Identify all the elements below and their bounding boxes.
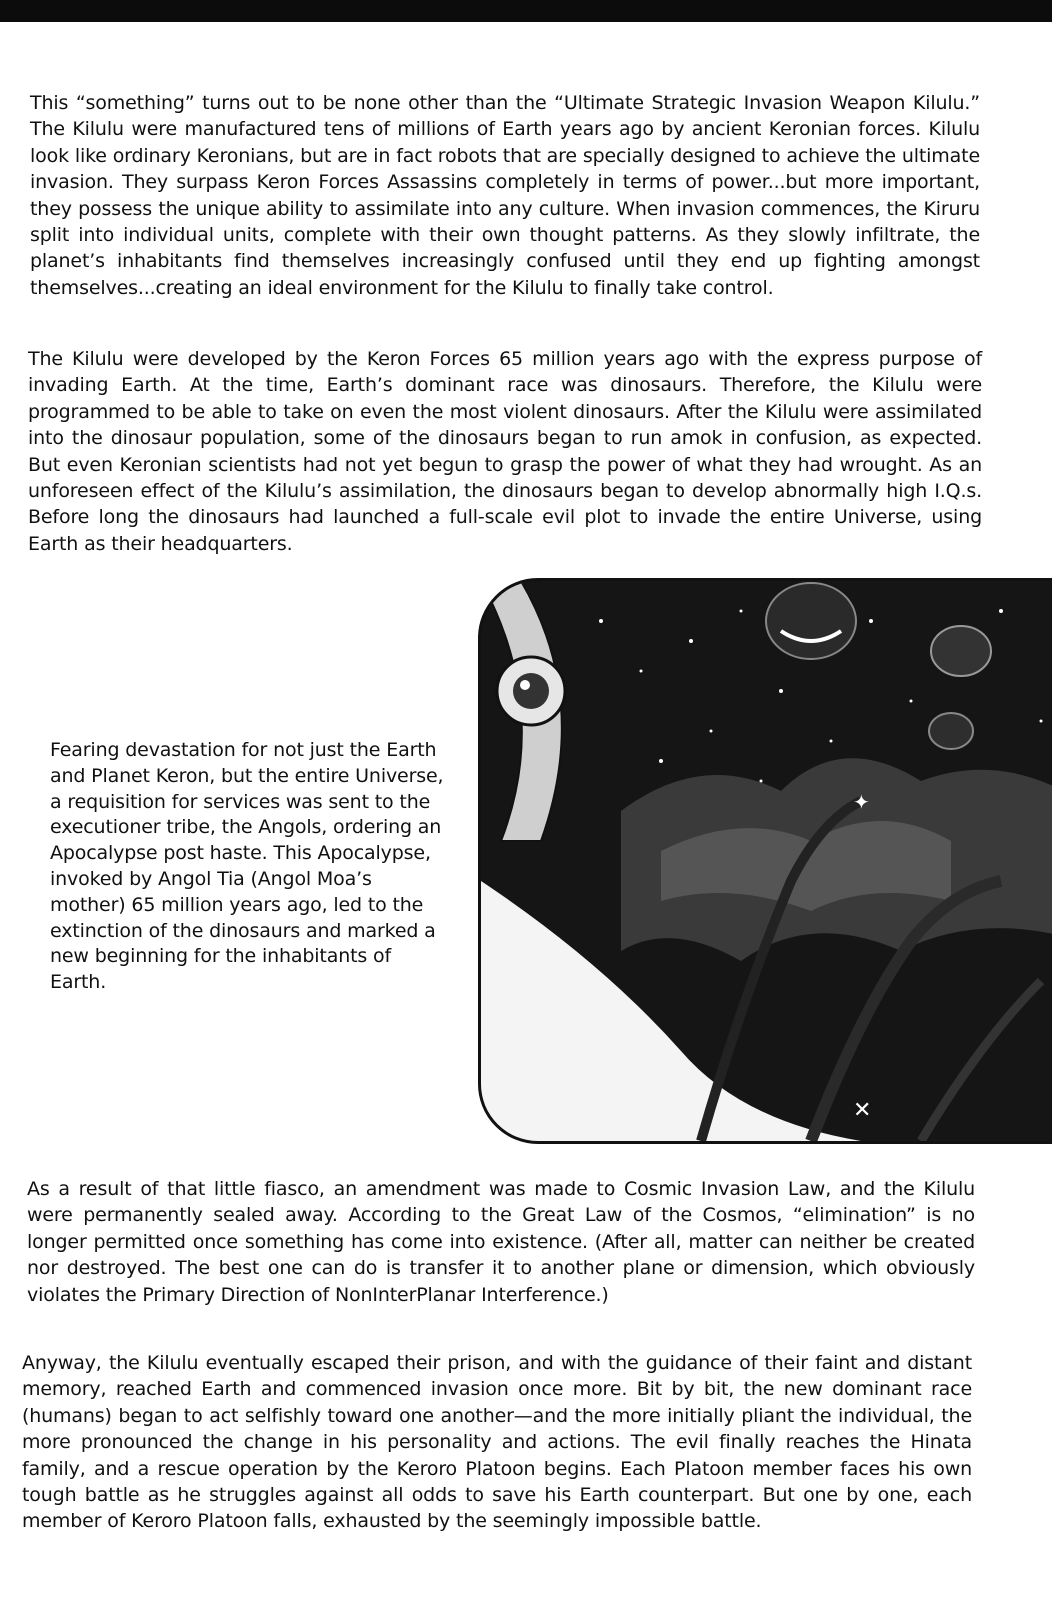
paragraph-cosmic-law: As a result of that little fiasco, an amendment was made to Cosmic Invasion Law, and the Kilulu were permanently sealed away. According to the Great Law of the Cosmos, “elimination” is no longer permitted once something has come into existence. (After all, matter can neither be created nor destroyed. The best one can do is transfer it to another plane or dimension, which obviously violates the Primary Direction of NonInterPlanar Interference.) bbox=[27, 1178, 975, 1306]
top-border-bar bbox=[0, 0, 1052, 22]
paragraph-kilulu-dinosaurs: The Kilulu were developed by the Keron Forces 65 million years ago with the express purpose of invading Earth. At the time, Earth’s dominant race was dinosaurs. Therefore, the Kilulu were programmed to be able to take on even the most violent dinosaurs. After the Kilulu were assimilated into the dinosaur population, some of the dinosaurs began to run amok in confusion, as expected. But even Keronian scientists had not yet begun to grasp the power of what they had wrought. As an unforeseen effect of the Kilulu’s assimilation, the dinosaurs began to develop abnormally high I.Q.s. Before long the dinosaurs had launched a full-scale evil plot to invade the entire Universe, using Earth as their headquarters. bbox=[28, 348, 982, 555]
paragraph-kilulu-escape: Anyway, the Kilulu eventually escaped their prison, and with the guidance of their faint and distant memory, reached Earth and commenced invasion once more. Bit by bit, the new dominant race (humans) began to act selfishly toward one another—and the more initially pliant the individual, the more pronounced the change in his personality and actions. The evil finally reaches the Hinata family, and a rescue operation by the Keroro Platoon begins. Each Platoon member faces his own tough battle as he struggles against all odds to save his Earth counterpart. But one by one, each member of Keroro Platoon falls, exhausted by the seemingly impossible battle. bbox=[22, 1352, 972, 1533]
manga-illustration bbox=[478, 578, 1052, 1144]
svg-text:✕: ✕ bbox=[853, 1098, 872, 1123]
svg-text:✦: ✦ bbox=[853, 790, 870, 814]
space-battle-artwork bbox=[481, 581, 1052, 1141]
paragraph-apocalypse: Fearing devastation for not just the Earth and Planet Keron, but the entire Universe, a requisition for services was sent to the executioner tribe, the Angols, ordering an Apocalypse post haste. This Apocalypse, invoked by Angol Tia (Angol Moa’s mother) 65 million years ago, led to the extinction of the dinosaurs and marked a new beginning for the inhabitants of Earth. bbox=[50, 739, 444, 994]
paragraph-kilulu-intro: This “something” turns out to be none other than the “Ultimate Strategic Invasion Weapon Kilulu.” The Kilulu were manufactured tens of millions of Earth years ago by ancient Keronian forces. Kilulu look like ordinary Keronians, but are in fact robots that are specially designed to achieve the ultimate invasion. They surpass Keron Forces Assassins completely in terms of power...but more important, they possess the unique ability to assimilate into any culture. When invasion commences, the Kiruru split into individual units, complete with their own thought patterns. As they slowly infiltrate, the planet’s inhabitants find themselves increasingly confused until they end up fighting amongst themselves...creating an ideal environment for the Kilulu to finally take control. bbox=[30, 92, 980, 299]
